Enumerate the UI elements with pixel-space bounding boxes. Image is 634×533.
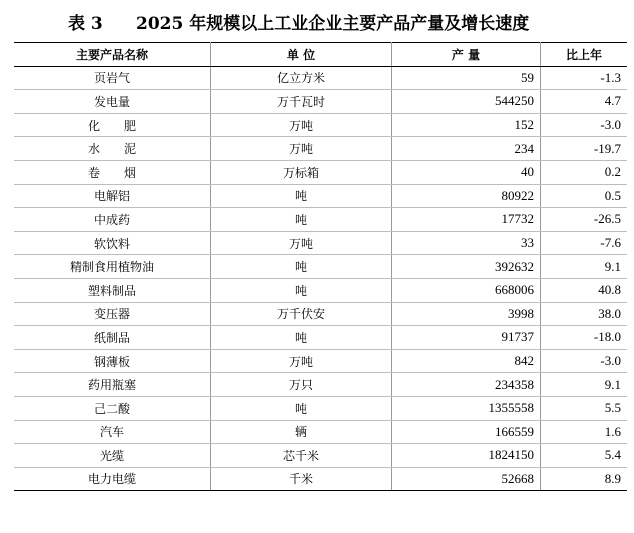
cell-growth: 4.7 <box>541 90 628 114</box>
table-title-text: 2025 年规模以上工业企业主要产品产量及增长速度 <box>136 14 530 34</box>
cell-output: 40 <box>392 160 541 184</box>
cell-unit: 吨 <box>211 208 392 232</box>
table-row <box>14 373 627 397</box>
cell-product: 中成药 <box>14 208 211 232</box>
cell-unit: 辆 <box>211 420 392 444</box>
table-row <box>14 467 627 491</box>
cell-output: 668006 <box>392 278 541 302</box>
cell-product: 电解铝 <box>14 184 211 208</box>
cell-product: 己二酸 <box>14 396 211 420</box>
table-row <box>14 137 627 161</box>
cell-growth: 9.1 <box>541 373 628 397</box>
table-row <box>14 160 627 184</box>
cell-product: 电力电缆 <box>14 467 211 491</box>
table-row <box>14 90 627 114</box>
cell-output: 80922 <box>392 184 541 208</box>
cell-product: 化 肥 <box>14 113 211 137</box>
cell-unit: 万吨 <box>211 231 392 255</box>
product-output-table <box>14 42 627 491</box>
cell-output: 234 <box>392 137 541 161</box>
cell-growth: 8.9 <box>541 467 628 491</box>
table-number: 表 3 <box>68 14 103 34</box>
cell-output: 392632 <box>392 255 541 279</box>
cell-output: 166559 <box>392 420 541 444</box>
cell-growth: 0.5 <box>541 184 628 208</box>
table-row <box>14 255 627 279</box>
cell-unit: 万吨 <box>211 113 392 137</box>
table-row <box>14 184 627 208</box>
cell-growth: 5.4 <box>541 444 628 468</box>
cell-growth: 40.8 <box>541 278 628 302</box>
cell-unit: 吨 <box>211 278 392 302</box>
cell-product: 变压器 <box>14 302 211 326</box>
cell-growth: 5.5 <box>541 396 628 420</box>
cell-output: 1824150 <box>392 444 541 468</box>
cell-unit: 万标箱 <box>211 160 392 184</box>
cell-product: 卷 烟 <box>14 160 211 184</box>
cell-unit: 万千瓦时 <box>211 90 392 114</box>
cell-output: 1355558 <box>392 396 541 420</box>
cell-product: 发电量 <box>14 90 211 114</box>
table-row <box>14 349 627 373</box>
cell-unit: 万千伏安 <box>211 302 392 326</box>
cell-output: 52668 <box>392 467 541 491</box>
cell-product: 纸制品 <box>14 326 211 350</box>
table-row <box>14 396 627 420</box>
cell-growth: 9.1 <box>541 255 628 279</box>
cell-output: 842 <box>392 349 541 373</box>
cell-unit: 吨 <box>211 396 392 420</box>
cell-product: 塑料制品 <box>14 278 211 302</box>
table-body <box>14 66 627 491</box>
table-header-row <box>14 43 627 67</box>
cell-product: 水 泥 <box>14 137 211 161</box>
cell-output: 91737 <box>392 326 541 350</box>
cell-unit: 芯千米 <box>211 444 392 468</box>
header-output: 产 量 <box>392 43 541 67</box>
table-row <box>14 444 627 468</box>
cell-unit: 万吨 <box>211 137 392 161</box>
header-growth: 比上年 <box>541 43 628 67</box>
cell-unit: 吨 <box>211 184 392 208</box>
cell-product: 钢薄板 <box>14 349 211 373</box>
cell-product: 页岩气 <box>14 66 211 90</box>
cell-product: 药用瓶塞 <box>14 373 211 397</box>
header-unit: 单 位 <box>211 43 392 67</box>
cell-unit: 千米 <box>211 467 392 491</box>
table-row <box>14 66 627 90</box>
cell-growth: 0.2 <box>541 160 628 184</box>
cell-product: 软饮料 <box>14 231 211 255</box>
cell-growth: -3.0 <box>541 349 628 373</box>
cell-unit: 万只 <box>211 373 392 397</box>
cell-unit: 吨 <box>211 255 392 279</box>
table-title <box>0 9 634 35</box>
cell-unit: 万吨 <box>211 349 392 373</box>
table-row <box>14 113 627 137</box>
cell-product: 精制食用植物油 <box>14 255 211 279</box>
cell-growth: -18.0 <box>541 326 628 350</box>
table-row <box>14 302 627 326</box>
table-row <box>14 231 627 255</box>
cell-output: 152 <box>392 113 541 137</box>
cell-output: 59 <box>392 66 541 90</box>
cell-unit: 吨 <box>211 326 392 350</box>
table-row <box>14 326 627 350</box>
cell-output: 544250 <box>392 90 541 114</box>
cell-output: 33 <box>392 231 541 255</box>
table-row <box>14 208 627 232</box>
cell-growth: -7.6 <box>541 231 628 255</box>
table-row <box>14 420 627 444</box>
cell-growth: -19.7 <box>541 137 628 161</box>
cell-output: 17732 <box>392 208 541 232</box>
table-row <box>14 278 627 302</box>
cell-growth: 1.6 <box>541 420 628 444</box>
cell-unit: 亿立方米 <box>211 66 392 90</box>
cell-product: 汽车 <box>14 420 211 444</box>
cell-product: 光缆 <box>14 444 211 468</box>
cell-growth: -1.3 <box>541 66 628 90</box>
header-product: 主要产品名称 <box>14 43 211 67</box>
cell-output: 3998 <box>392 302 541 326</box>
cell-growth: -26.5 <box>541 208 628 232</box>
cell-output: 234358 <box>392 373 541 397</box>
cell-growth: -3.0 <box>541 113 628 137</box>
cell-growth: 38.0 <box>541 302 628 326</box>
